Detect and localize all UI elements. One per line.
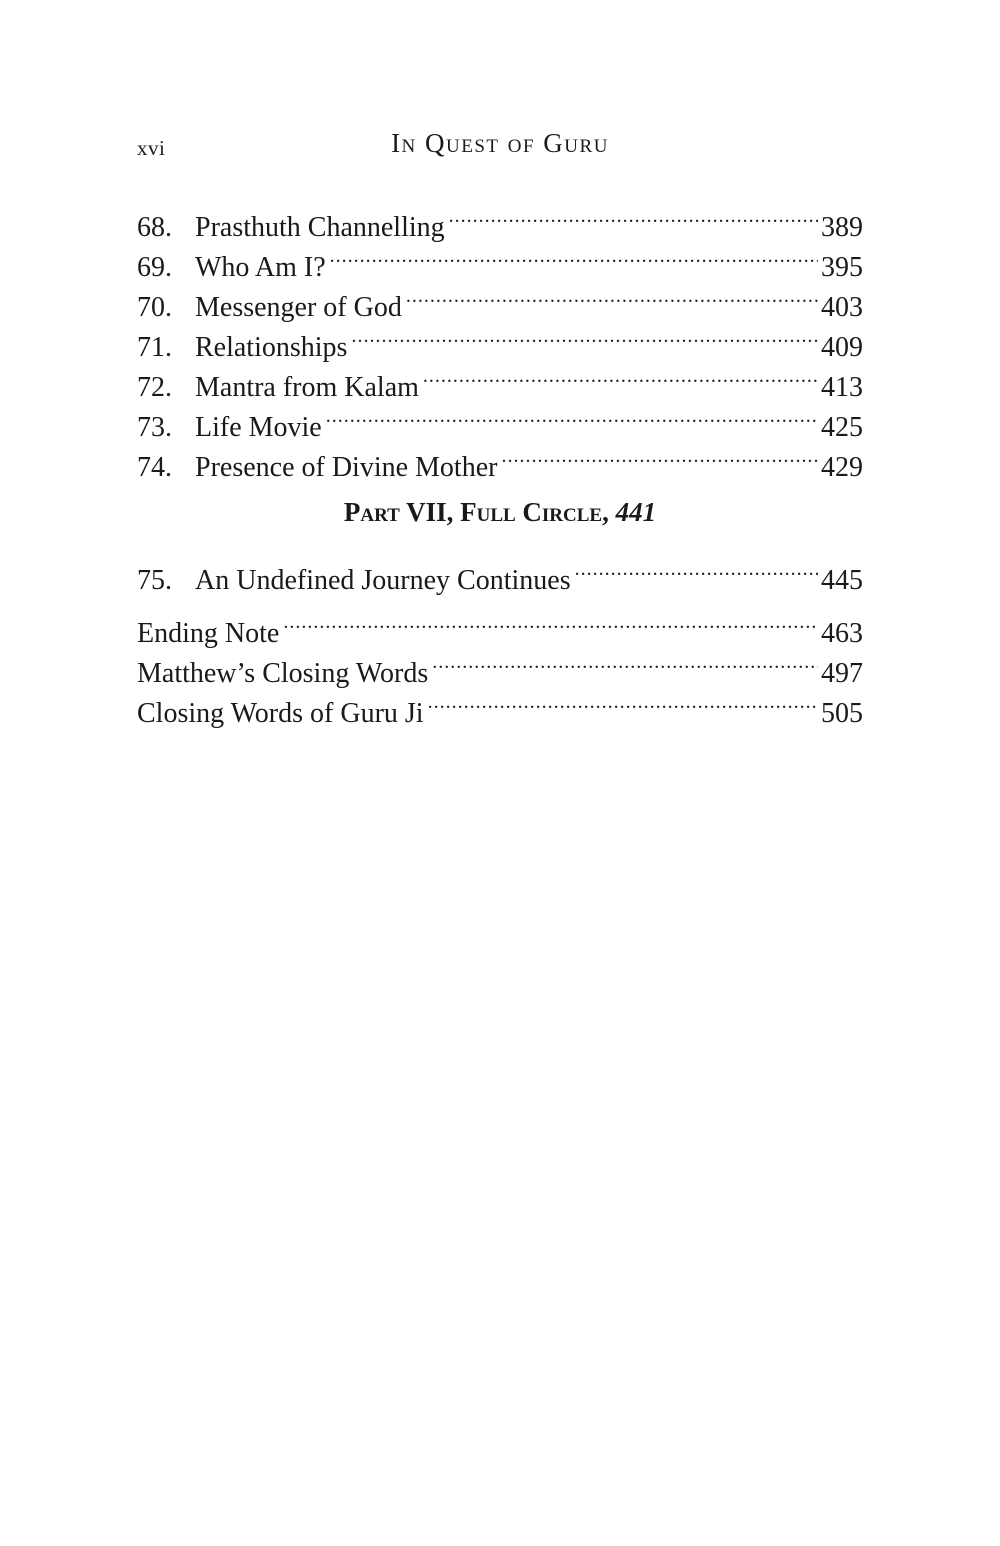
dot-leader [406, 276, 818, 316]
entry-title: Prasthuth Channelling [195, 212, 445, 243]
dot-leader [423, 356, 818, 396]
toc-entry [137, 356, 863, 403]
entry-page: 497 [821, 658, 863, 689]
dot-leader [428, 682, 818, 722]
toc-entry [137, 196, 863, 243]
entry-title: Mantra from Kalam [195, 372, 419, 403]
entry-title: Closing Words of Guru Ji [137, 698, 424, 729]
dot-leader [330, 236, 818, 276]
toc-entry [137, 436, 863, 483]
entry-title: Presence of Divine Mother [195, 452, 498, 483]
back-matter-entry [137, 602, 863, 649]
dot-leader [501, 436, 818, 476]
part-label: Part VII, Full Circle, [343, 497, 616, 527]
entry-page: 403 [821, 292, 863, 323]
toc-entry [137, 396, 863, 443]
entry-page: 409 [821, 332, 863, 363]
toc-entry [137, 276, 863, 323]
dot-leader [283, 602, 818, 642]
dot-leader [449, 196, 818, 236]
entry-page: 445 [821, 565, 863, 596]
entry-title: Ending Note [137, 618, 280, 649]
entry-page: 395 [821, 252, 863, 283]
entry-number: 68. [137, 212, 172, 243]
dot-leader [351, 316, 818, 356]
entry-page: 505 [821, 698, 863, 729]
entry-number: 74. [137, 452, 172, 483]
back-matter-entry [137, 642, 863, 689]
entry-number: 73. [137, 412, 172, 443]
entry-number: 75. [137, 565, 172, 596]
page-folio: xvi [137, 136, 166, 160]
entry-page: 425 [821, 412, 863, 443]
entry-title: An Undefined Journey Continues [195, 565, 571, 596]
entry-number: 72. [137, 372, 172, 403]
entry-title: Life Movie [195, 412, 322, 443]
entry-page: 413 [821, 372, 863, 403]
entry-title: Who Am I? [195, 252, 326, 283]
entry-title: Relationships [195, 332, 348, 363]
entry-number: 69. [137, 252, 172, 283]
entry-title: Messenger of God [195, 292, 402, 323]
toc-page [137, 0, 863, 1546]
entry-number: 70. [137, 292, 172, 323]
dot-leader [575, 549, 818, 589]
entry-number: 71. [137, 332, 172, 363]
dot-leader [326, 396, 818, 436]
toc-entry [137, 236, 863, 283]
entry-page: 389 [821, 212, 863, 243]
dot-leader [432, 642, 818, 682]
book-title: In Quest of Guru [391, 128, 609, 158]
part-heading [137, 492, 863, 532]
entry-page: 463 [821, 618, 863, 649]
running-head [137, 128, 863, 168]
entry-page: 429 [821, 452, 863, 483]
toc-entry [137, 549, 863, 596]
entry-title: Matthew’s Closing Words [137, 658, 429, 689]
back-matter-entry [137, 682, 863, 729]
toc-entry [137, 316, 863, 363]
part-page: 441 [615, 497, 657, 527]
